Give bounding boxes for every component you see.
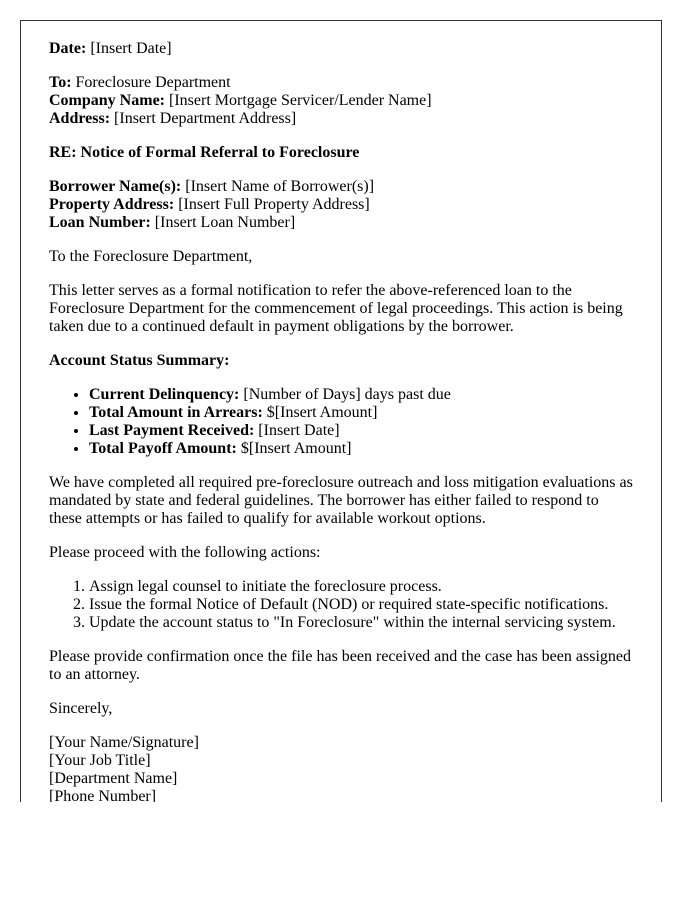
borrower-value: [Insert Name of Borrower(s)] bbox=[185, 178, 375, 195]
to-line bbox=[49, 74, 633, 92]
summary-item-label: Total Amount in Arrears: bbox=[89, 404, 263, 421]
subject-text: RE: Notice of Formal Referral to Foreclosure bbox=[49, 144, 360, 161]
salutation: To the Foreclosure Department, bbox=[49, 248, 253, 265]
summary-item-payoff bbox=[89, 440, 633, 458]
company-line bbox=[49, 92, 633, 110]
closing: Sincerely, bbox=[49, 700, 113, 717]
to-label: To: bbox=[49, 74, 72, 91]
summary-item-arrears bbox=[89, 404, 633, 422]
summary-item-label: Total Payoff Amount: bbox=[89, 440, 237, 457]
loan-value: [Insert Loan Number] bbox=[154, 214, 296, 231]
company-label: Company Name: bbox=[49, 92, 165, 109]
summary-item-delinquency bbox=[89, 386, 633, 404]
summary-item-last-payment bbox=[89, 422, 633, 440]
signature-phone: [Phone Number] bbox=[49, 788, 157, 802]
intro-paragraph: This letter serves as a formal notification to refer the above-referenced loan to the Foreclosure Department for the commencement of legal proceedings. This action is being taken due to a continued default in payment obligations by the borrower. bbox=[49, 282, 623, 335]
date-line bbox=[49, 40, 633, 58]
confirmation-paragraph: Please provide confirmation once the file has been received and the case has been assigned to an attorney. bbox=[49, 648, 631, 683]
to-value: Foreclosure Department bbox=[75, 74, 231, 91]
loan-details-block bbox=[49, 178, 633, 232]
property-value: [Insert Full Property Address] bbox=[178, 196, 370, 213]
signature-name: [Your Name/Signature] bbox=[49, 734, 199, 751]
property-label: Property Address: bbox=[49, 196, 175, 213]
date-label: Date: bbox=[49, 40, 87, 57]
summary-item-label: Current Delinquency: bbox=[89, 386, 240, 403]
account-summary-list bbox=[49, 386, 633, 458]
summary-item-value: [Insert Date] bbox=[258, 422, 340, 439]
loan-line bbox=[49, 214, 633, 232]
letter-document bbox=[20, 20, 662, 802]
actions-list bbox=[49, 578, 633, 632]
loan-label: Loan Number: bbox=[49, 214, 151, 231]
summary-item-value: $[Insert Amount] bbox=[240, 440, 352, 457]
summary-item-label: Last Payment Received: bbox=[89, 422, 255, 439]
borrower-label: Borrower Name(s): bbox=[49, 178, 182, 195]
summary-heading-text: Account Status Summary: bbox=[49, 352, 230, 369]
action-item: 3. Update the account status to "In Foreclosure" within the internal servicing system. bbox=[89, 614, 633, 632]
summary-heading bbox=[49, 352, 633, 370]
signature-block bbox=[49, 734, 633, 802]
company-value: [Insert Mortgage Servicer/Lender Name] bbox=[169, 92, 432, 109]
borrower-line bbox=[49, 178, 633, 196]
property-line bbox=[49, 196, 633, 214]
signature-department: [Department Name] bbox=[49, 770, 178, 787]
address-label: Address: bbox=[49, 110, 111, 127]
signature-title: [Your Job Title] bbox=[49, 752, 151, 769]
action-item: 1. Assign legal counsel to initiate the foreclosure process. bbox=[89, 578, 633, 596]
recipient-block bbox=[49, 74, 633, 128]
subject-line bbox=[49, 144, 633, 162]
actions-intro: Please proceed with the following actions: bbox=[49, 544, 321, 561]
mitigation-paragraph: We have completed all required pre-foreclosure outreach and loss mitigation evaluations as mandated by state and federal guidelines. The borrower has either failed to respond to these attempts or has failed to qualify for available workout options. bbox=[49, 474, 633, 527]
address-value: [Insert Department Address] bbox=[114, 110, 297, 127]
summary-item-value: $[Insert Amount] bbox=[266, 404, 378, 421]
action-item: 2. Issue the formal Notice of Default (NOD) or required state-specific notifications. bbox=[89, 596, 633, 614]
date-value: [Insert Date] bbox=[90, 40, 172, 57]
address-line bbox=[49, 110, 633, 128]
summary-item-value: [Number of Days] days past due bbox=[243, 386, 451, 403]
document-viewport bbox=[20, 20, 662, 802]
